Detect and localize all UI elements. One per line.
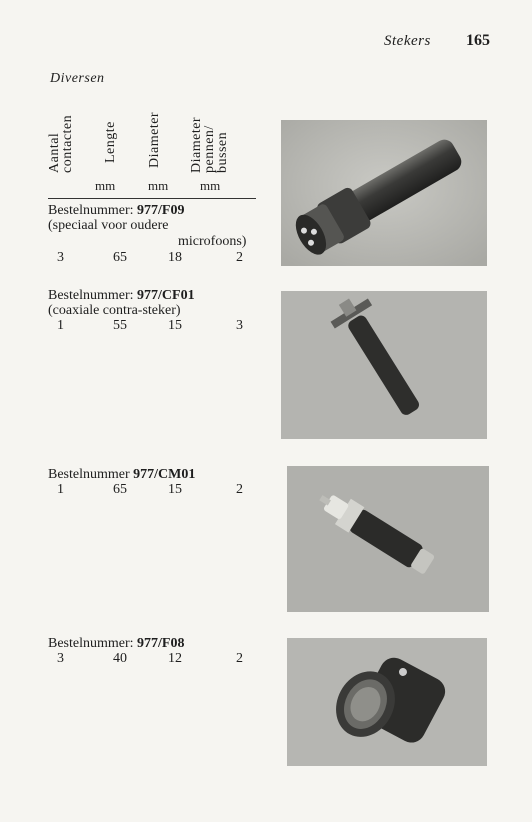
unit-diameter: mm <box>148 178 169 193</box>
product-description: (coaxiale contra-steker) <box>48 303 181 318</box>
product-order-line: Bestelnummer: 977/F08 <box>48 636 185 651</box>
product-description-cont: microfoons) <box>178 234 247 249</box>
value-pin-diameter: 3 <box>236 318 243 333</box>
product-description: (speciaal voor oudere <box>48 218 169 233</box>
value-contacts: 1 <box>57 482 64 497</box>
product-photo-977-cf01 <box>281 291 487 439</box>
value-contacts: 3 <box>57 250 64 265</box>
running-header-title: Stekers <box>384 33 431 49</box>
unit-pin-diameter: mm <box>200 178 221 193</box>
column-heading-length: Lengte <box>103 121 118 163</box>
value-contacts: 1 <box>57 318 64 333</box>
product-order-line: Bestelnummer: 977/F09 <box>48 203 185 218</box>
column-heading-contacts: Aantal contacten <box>47 114 75 173</box>
product-order-line: Bestelnummer 977/CM01 <box>48 467 196 482</box>
column-heading-pin-diameter: Diameter pennen/ bussen <box>189 116 230 173</box>
value-contacts: 3 <box>57 651 64 666</box>
value-pin-diameter: 2 <box>236 250 243 265</box>
unit-length: mm <box>95 178 116 193</box>
value-length: 40 <box>113 651 127 666</box>
section-heading: Diversen <box>50 71 105 86</box>
value-length: 65 <box>113 250 127 265</box>
value-length: 65 <box>113 482 127 497</box>
value-diameter: 15 <box>168 318 182 333</box>
value-length: 55 <box>113 318 127 333</box>
product-order-line: Bestelnummer: 977/CF01 <box>48 288 195 303</box>
value-pin-diameter: 2 <box>236 482 243 497</box>
column-heading-diameter: Diameter <box>147 111 162 168</box>
product-photo-977-f09 <box>281 120 487 266</box>
product-photo-977-f08 <box>287 638 487 766</box>
value-diameter: 12 <box>168 651 182 666</box>
value-diameter: 15 <box>168 482 182 497</box>
header-rule <box>48 198 256 199</box>
page-number: 165 <box>466 32 490 49</box>
product-photo-977-cm01 <box>287 466 489 612</box>
value-pin-diameter: 2 <box>236 651 243 666</box>
value-diameter: 18 <box>168 250 182 265</box>
